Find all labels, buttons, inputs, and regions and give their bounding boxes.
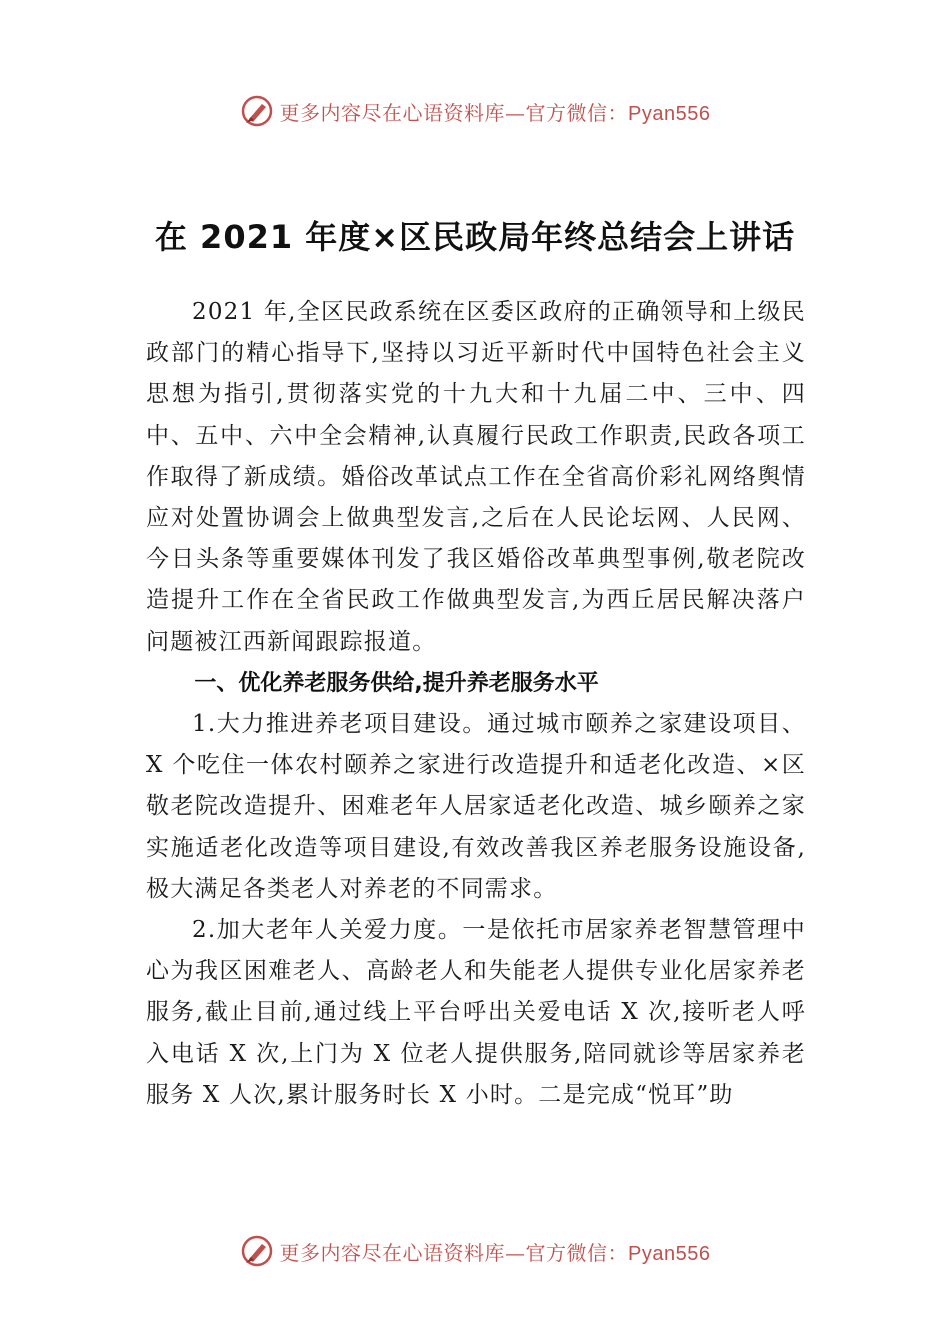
banner-text: 更多内容尽在心语资料库—官方微信：Pyan556 (279, 100, 711, 125)
wechat-id: Pyan556 (628, 102, 711, 125)
intro-paragraph: 2021 年,全区民政系统在区委区政府的正确领导和上级民政部门的精心指导下,坚持以习近平新时代中国特色社会主义思想为指引,贯彻落实党的十九大和十九届二中、三中、四中、五中、六中全会精神,认真履行民政工作职责,民政各项工作取得了新成绩。婚俗改革试点工作在全省高价彩礼网络舆情应对处置协调会上做典型发言,之后在人民论坛网、人民网、今日头条等重要媒体刊发了我区婚俗改革典型事例,敬老院改造提升工作在全省民政工作做典型发言,为西丘居民解决落户问题被江西新闻跟踪报道。 (146, 299, 806, 655)
banner-text: 更多内容尽在心语资料库—官方微信：Pyan556 (279, 1240, 711, 1265)
pen-logo-icon (240, 1234, 274, 1268)
pen-logo-icon (240, 94, 274, 128)
section-heading: 一、优化养老服务供给,提升养老服务水平 (194, 670, 599, 696)
item-paragraph-1: 1.大力推进养老项目建设。通过城市颐养之家建设项目、X 个吃住一体农村颐养之家进行改造提升和适老化改造、×区敬老院改造提升、困难老年人居家适老化改造、城乡颐养之家实施适老化改造等项目建设,有效改善我区养老服务设施设备,极大满足各类老人对养老的不同需求。 (146, 711, 806, 902)
item-paragraph-2: 2.加大老年人关爱力度。一是依托市居家养老智慧管理中心为我区困难老人、高龄老人和失能老人提供专业化居家养老服务,截止目前,通过线上平台呼出关爱电话 X 次,接听老人呼入电话 X 次,上门为 X 位老人提供服务,陪同就诊等居家养老服务 X 人次,累计服务时长 X 小时。二是完成“悦耳”助 (146, 917, 806, 1108)
document-body (146, 292, 806, 1116)
header-banner (0, 94, 950, 128)
footer-banner (0, 1234, 950, 1268)
document-title: 在 2021 年度×区民政局年终总结会上讲话 (154, 218, 796, 256)
wechat-id: Pyan556 (628, 1242, 711, 1265)
